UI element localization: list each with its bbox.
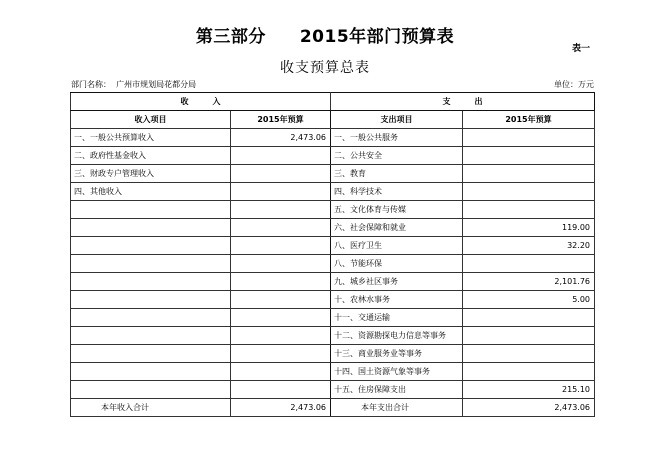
- income-item-cell: 四、其他收入: [71, 183, 231, 201]
- expense-item-cell: 八、医疗卫生: [331, 237, 463, 255]
- expense-value-cell: [463, 363, 595, 381]
- table-row: [71, 309, 595, 327]
- expense-item-cell: 二、公共安全: [331, 147, 463, 165]
- income-value-cell: [231, 345, 331, 363]
- income-item-cell: [71, 309, 231, 327]
- expense-item-cell: 五、文化体育与传媒: [331, 201, 463, 219]
- table-row: [71, 255, 595, 273]
- total-expense-value: 2,473.06: [463, 399, 595, 417]
- income-item-cell: [71, 237, 231, 255]
- income-value-cell: [231, 255, 331, 273]
- expense-item-cell: 八、节能环保: [331, 255, 463, 273]
- income-value-cell: [231, 363, 331, 381]
- table-row: [71, 165, 595, 183]
- income-item-cell: 三、财政专户管理收入: [71, 165, 231, 183]
- expense-value-cell: [463, 345, 595, 363]
- table-subtitle: 收支预算总表: [280, 60, 370, 76]
- income-item-cell: 二、政府性基金收入: [71, 147, 231, 165]
- expense-item-cell: 四、科学技术: [331, 183, 463, 201]
- department-label: 部门名称：: [71, 80, 111, 89]
- title-main: 2015年部门预算表: [299, 27, 455, 47]
- department-name: 广州市规划局花都分局: [116, 80, 197, 89]
- table-number: 表一: [571, 44, 590, 54]
- expense-item-cell: 三、教育: [331, 165, 463, 183]
- expense-item-header: 支出项目: [331, 111, 463, 129]
- column-header-row: [71, 111, 595, 129]
- income-value-cell: [231, 147, 331, 165]
- income-item-cell: [71, 327, 231, 345]
- income-value-cell: [231, 273, 331, 291]
- income-item-cell: [71, 201, 231, 219]
- expense-budget-header: 2015年预算: [463, 111, 595, 129]
- expense-item-cell: 十、农林水事务: [331, 291, 463, 309]
- total-expense-label: 本年支出合计: [331, 399, 463, 417]
- total-income-value: 2,473.06: [231, 399, 331, 417]
- income-item-cell: [71, 219, 231, 237]
- expense-value-cell: [463, 327, 595, 345]
- expense-value-cell: 2,101.76: [463, 273, 595, 291]
- table-row: [71, 129, 595, 147]
- expense-item-cell: 十四、国土资源气象等事务: [331, 363, 463, 381]
- expense-value-cell: 5.00: [463, 291, 595, 309]
- income-value-cell: [231, 183, 331, 201]
- expense-value-cell: [463, 147, 595, 165]
- income-item-cell: [71, 363, 231, 381]
- expense-value-cell: [463, 201, 595, 219]
- table-row: [71, 345, 595, 363]
- income-value-cell: 2,473.06: [231, 129, 331, 147]
- income-value-cell: [231, 219, 331, 237]
- table-row: [71, 327, 595, 345]
- income-item-cell: [71, 255, 231, 273]
- income-item-cell: [71, 273, 231, 291]
- income-item-header: 收入项目: [71, 111, 231, 129]
- table-row: [71, 381, 595, 399]
- income-item-cell: [71, 291, 231, 309]
- expense-value-cell: [463, 309, 595, 327]
- income-value-cell: [231, 327, 331, 345]
- income-value-cell: [231, 381, 331, 399]
- title-part: 第三部分: [195, 27, 266, 47]
- income-value-cell: [231, 309, 331, 327]
- expense-value-cell: 215.10: [463, 381, 595, 399]
- page-title: [0, 22, 650, 47]
- group-header-row: [71, 93, 595, 111]
- income-value-cell: [231, 237, 331, 255]
- expense-value-cell: [463, 255, 595, 273]
- income-value-cell: [231, 291, 331, 309]
- table-row: [71, 147, 595, 165]
- expense-value-cell: [463, 165, 595, 183]
- expense-value-cell: 119.00: [463, 219, 595, 237]
- income-item-cell: [71, 381, 231, 399]
- table-row: [71, 183, 595, 201]
- table-row: [71, 201, 595, 219]
- table-row: [71, 273, 595, 291]
- total-row: [71, 399, 595, 417]
- expense-item-cell: 十二、资源勘探电力信息等事务: [331, 327, 463, 345]
- expense-value-cell: [463, 129, 595, 147]
- expense-item-cell: 六、社会保障和就业: [331, 219, 463, 237]
- budget-table: [70, 92, 595, 417]
- expense-item-cell: 十三、商业服务业等事务: [331, 345, 463, 363]
- income-group-header: 收 入: [71, 93, 331, 111]
- total-income-label: 本年收入合计: [71, 399, 231, 417]
- table-row: [71, 237, 595, 255]
- expense-item-cell: 一、一般公共服务: [331, 129, 463, 147]
- expense-item-cell: 十一、交通运输: [331, 309, 463, 327]
- table-row: [71, 363, 595, 381]
- expense-item-cell: 九、城乡社区事务: [331, 273, 463, 291]
- income-value-cell: [231, 201, 331, 219]
- income-budget-header: 2015年预算: [231, 111, 331, 129]
- income-item-cell: 一、一般公共预算收入: [71, 129, 231, 147]
- expense-group-header: 支 出: [331, 93, 595, 111]
- table-row: [71, 291, 595, 309]
- income-value-cell: [231, 165, 331, 183]
- table-row: [71, 219, 595, 237]
- expense-item-cell: 十五、住房保障支出: [331, 381, 463, 399]
- unit-label: 单位：万元: [554, 80, 594, 89]
- expense-value-cell: 32.20: [463, 237, 595, 255]
- income-item-cell: [71, 345, 231, 363]
- department-line: [71, 79, 196, 90]
- expense-value-cell: [463, 183, 595, 201]
